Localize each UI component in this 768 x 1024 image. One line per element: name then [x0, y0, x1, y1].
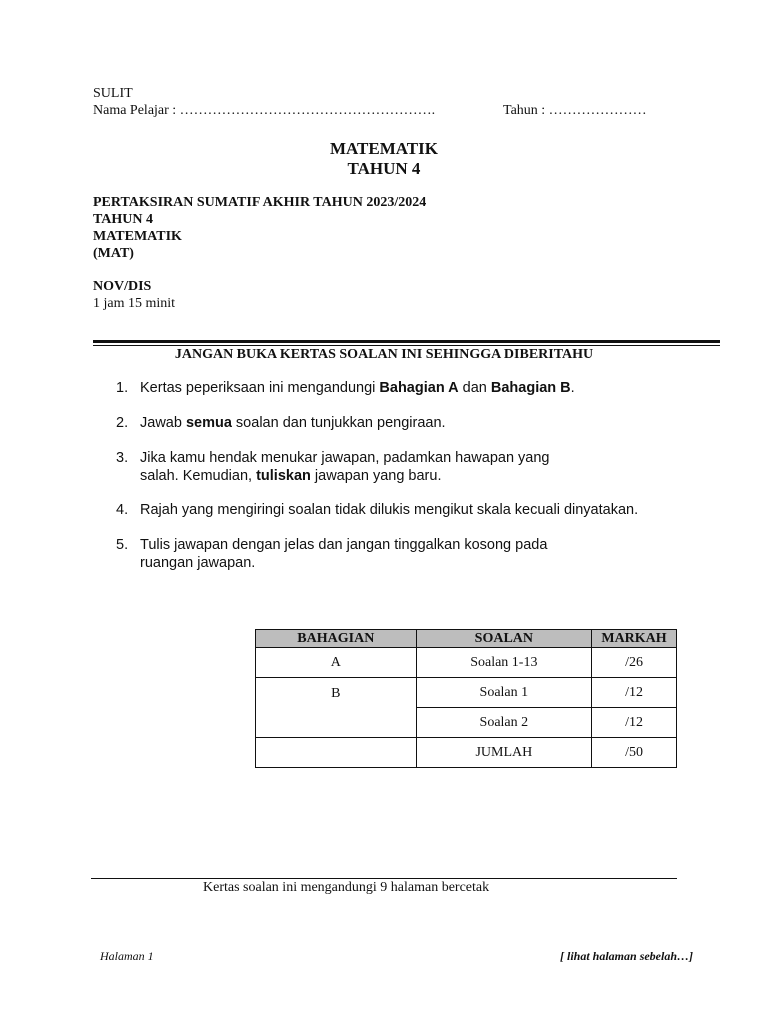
instruction-text-line1: Jika kamu hendak menukar jawapan, padamkan hawapan yang — [140, 450, 550, 466]
year-field: Tahun : ………………… — [503, 103, 647, 118]
instruction-text-line1: Tulis jawapan dengan jelas dan jangan tinggalkan kosong pada — [140, 537, 548, 553]
assessment-name: PERTAKSIRAN SUMATIF AKHIR TAHUN 2023/2024 — [93, 195, 427, 210]
section-cell — [256, 738, 417, 768]
exam-subject: MATEMATIK — [93, 229, 182, 244]
marks-table — [255, 629, 677, 768]
question-cell: Soalan 2 — [416, 708, 591, 738]
footer-divider — [91, 878, 677, 879]
exam-year: TAHUN 4 — [93, 212, 154, 227]
instruction-text: Rajah yang mengiringi soalan tidak dilukis mengikut skala kecuali dinyatakan. — [140, 502, 639, 518]
classification-label: SULIT — [93, 86, 133, 101]
subject-title: MATEMATIK — [330, 139, 438, 158]
exam-duration: 1 jam 15 minit — [93, 296, 176, 311]
instruction-number: 4. — [116, 502, 129, 518]
marks-cell: /12 — [592, 678, 677, 708]
page-count-note: Kertas soalan ini mengandungi 9 halaman bercetak — [203, 880, 490, 895]
total-marks-cell: /50 — [592, 738, 677, 768]
year-title: TAHUN 4 — [347, 159, 421, 178]
next-page-note: [ lihat halaman sebelah…] — [560, 949, 694, 963]
instruction-number: 2. — [116, 415, 129, 431]
column-header-question: SOALAN — [416, 630, 591, 648]
column-header-section: BAHAGIAN — [256, 630, 417, 648]
table-row — [256, 678, 677, 708]
instruction-text-line2: ruangan jawapan. — [140, 555, 256, 571]
column-header-marks: MARKAH — [592, 630, 677, 648]
student-name-field: Nama Pelajar : ………………………………………………. — [93, 103, 436, 118]
table-row — [256, 648, 677, 678]
section-cell: B — [256, 678, 417, 738]
instruction-number: 3. — [116, 450, 129, 466]
table-row — [256, 738, 677, 768]
divider-thin — [93, 345, 720, 346]
divider-thick — [93, 340, 720, 343]
question-cell: Soalan 1-13 — [416, 648, 591, 678]
instruction-number: 5. — [116, 537, 129, 553]
total-label-cell: JUMLAH — [416, 738, 591, 768]
instruction-text: Jawab semua soalan dan tunjukkan pengiraan. — [140, 415, 446, 431]
subject-code: (MAT) — [93, 246, 134, 261]
exam-session: NOV/DIS — [93, 279, 152, 294]
table-header-row — [256, 630, 677, 648]
marks-cell: /12 — [592, 708, 677, 738]
section-cell: A — [256, 648, 417, 678]
page-number: Halaman 1 — [100, 949, 154, 963]
question-cell: Soalan 1 — [416, 678, 591, 708]
warning-text: JANGAN BUKA KERTAS SOALAN INI SEHINGGA DIBERITAHU — [174, 347, 594, 362]
instruction-number: 1. — [116, 380, 129, 396]
instruction-text: Kertas peperiksaan ini mengandungi Bahagian A dan Bahagian B. — [140, 380, 575, 396]
marks-cell: /26 — [592, 648, 677, 678]
instruction-text-line2: salah. Kemudian, tuliskan jawapan yang baru. — [140, 468, 442, 484]
